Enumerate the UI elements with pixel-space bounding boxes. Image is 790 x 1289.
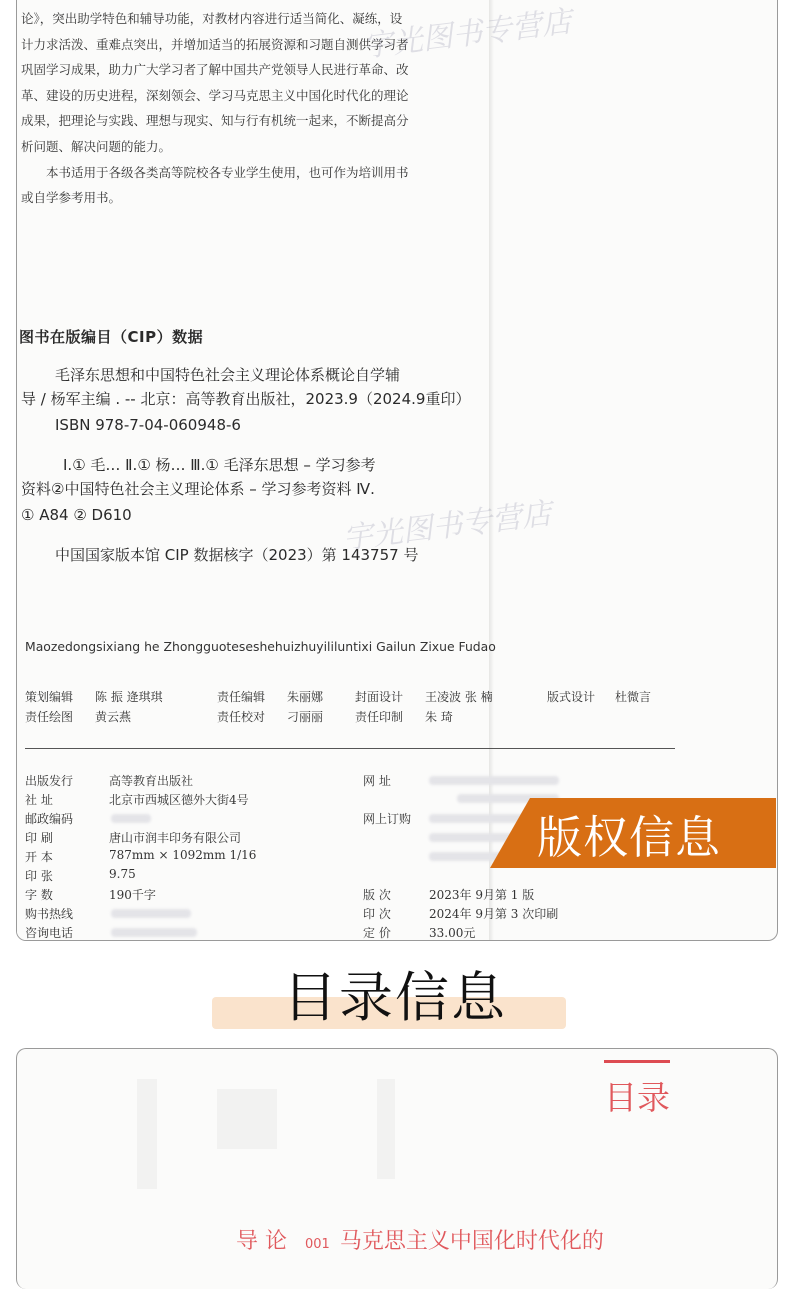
bleed-through <box>137 1079 157 1189</box>
credit-label: 版式设计 <box>547 690 596 704</box>
pub-label: 印 次 <box>363 907 391 921</box>
pub-value: 190千字 <box>109 888 156 902</box>
credit-label: 责任印制 <box>355 710 404 724</box>
credit-label: 策划编辑 <box>25 690 74 704</box>
cip-title: 图书在版编目（CIP）数据 <box>19 328 204 346</box>
credit-value: 朱 琦 <box>425 710 453 724</box>
pub-label: 印 张 <box>25 869 53 883</box>
pub-value: 高等教育出版社 <box>109 774 194 788</box>
credit-value: 杜微言 <box>615 690 652 704</box>
intro-line: 本书适用于各级各类高等院校各专业学生使用，也可作为培训用书 <box>46 164 409 180</box>
intro-line: 成果，把理论与实践、理想与现实、知与行有机统一起来，不断提高分 <box>21 113 409 129</box>
pub-label: 版 次 <box>363 888 391 902</box>
toc-entry[interactable] <box>236 1224 604 1255</box>
credit-value: 刁丽丽 <box>287 710 324 724</box>
intro-line: 巩固学习成果，助力广大学习者了解中国共产党领导人民进行革命、改 <box>21 62 409 78</box>
pub-label: 出版发行 <box>25 774 74 788</box>
intro-line: 析问题、解决问题的能力。 <box>21 138 172 154</box>
credit-value: 黄云燕 <box>95 710 132 724</box>
pub-label: 印 刷 <box>25 831 53 845</box>
credit-value: 陈 振 逄琪琪 <box>95 690 163 704</box>
watermark: 宇光图书专营店 <box>340 496 554 557</box>
toc-entry-page: 001 <box>305 1237 330 1252</box>
intro-line: 革、建设的历史进程，深刻领会、学习马克思主义中国化时代化的理论 <box>21 87 409 103</box>
intro-line: 或自学参考用书。 <box>21 190 122 206</box>
banner-label: 版权信息 <box>537 811 722 864</box>
pub-value: 9.75 <box>109 867 136 881</box>
pub-label: 购书热线 <box>25 907 74 921</box>
credit-label: 责任绘图 <box>25 710 74 724</box>
pub-value: 787mm × 1092mm 1/16 <box>109 848 257 862</box>
pub-value: 北京市西城区德外大街4号 <box>109 793 249 807</box>
redacted-value <box>111 928 197 937</box>
pub-label: 社 址 <box>25 793 53 807</box>
credit-label: 责任校对 <box>217 710 266 724</box>
pub-value: 33.00元 <box>429 926 476 940</box>
pub-label: 定 价 <box>363 926 391 940</box>
redacted-value <box>111 814 151 823</box>
pub-label: 邮政编码 <box>25 812 74 826</box>
cip-isbn: ISBN 978-7-04-060948-6 <box>55 416 241 434</box>
pub-value: 2024年 9月第 3 次印刷 <box>429 907 559 921</box>
watermark: 宇光图书专营店 <box>360 4 574 65</box>
intro-line: 计力求活泼、重难点突出，并增加适当的拓展资源和习题自测供学习者 <box>21 36 409 52</box>
cip-line: ① A84 ② D610 <box>21 506 132 524</box>
pub-value: 唐山市润丰印务有限公司 <box>109 831 242 845</box>
bleed-through <box>217 1089 277 1149</box>
redacted-value <box>429 814 529 823</box>
pinyin-title: Maozedongsixiang he Zhongguoteseshehuizhuyililuntixi Gailun Zixue Fudao <box>25 639 496 654</box>
pub-value: 2023年 9月第 1 版 <box>429 888 535 902</box>
credit-value: 朱丽娜 <box>287 690 324 704</box>
credit-value: 王凌波 张 楠 <box>425 690 493 704</box>
pub-label: 网上订购 <box>363 812 412 826</box>
cip-line: 导 / 杨军主编 . -- 北京：高等教育出版社，2023.9（2024.9重印） <box>21 390 471 408</box>
redacted-value <box>111 909 191 918</box>
section-title: 目录信息 <box>283 966 507 1029</box>
cip-line: 毛泽东思想和中国特色社会主义理论体系概论自学辅 <box>55 366 401 384</box>
pub-label: 网 址 <box>363 774 391 788</box>
bleed-through <box>377 1079 395 1179</box>
cip-line: 资料②中国特色社会主义理论体系 – 学习参考资料 Ⅳ. <box>21 480 375 498</box>
cip-line: Ⅰ.① 毛… Ⅱ.① 杨… Ⅲ.① 毛泽东思想 – 学习参考 <box>63 456 376 474</box>
toc-heading-bar <box>604 1060 670 1063</box>
intro-line: 论》，突出助学特色和辅导功能，对教材内容进行适当简化、凝练，设 <box>21 11 403 26</box>
credit-label: 责任编辑 <box>217 690 266 704</box>
pub-label: 咨询电话 <box>25 926 74 940</box>
toc-entry-label: 导 论 <box>236 1229 287 1254</box>
credit-label: 封面设计 <box>355 690 404 704</box>
toc-heading: 目录 <box>604 1078 670 1117</box>
redacted-value <box>429 776 559 785</box>
pub-label: 字 数 <box>25 888 53 902</box>
divider <box>25 748 675 749</box>
cip-record-number: 中国国家版本馆 CIP 数据核字（2023）第 143757 号 <box>55 546 419 564</box>
toc-entry-title: 马克思主义中国化时代化的 <box>339 1229 604 1254</box>
pub-label: 开 本 <box>25 850 53 864</box>
